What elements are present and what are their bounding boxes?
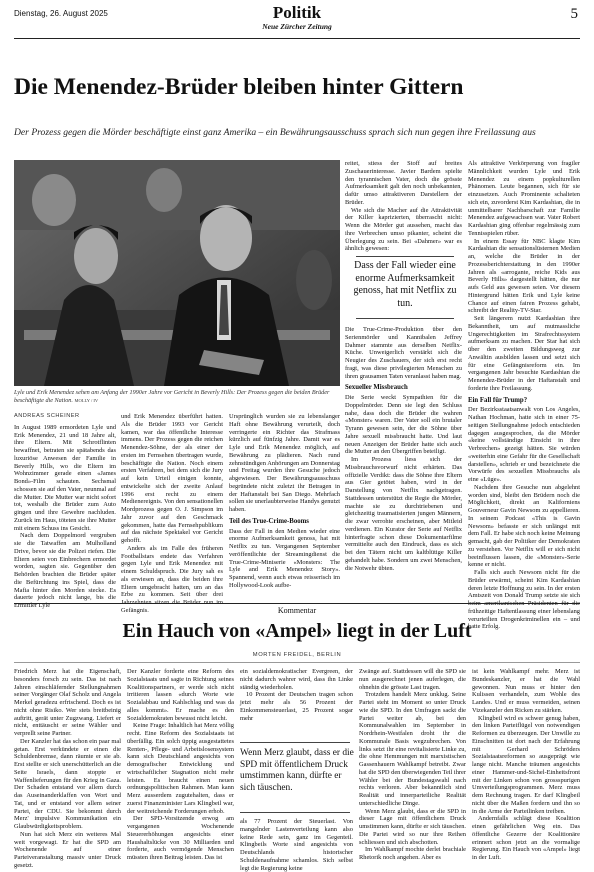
header-date: Dienstag, 26. August 2025 [14, 9, 108, 18]
courtroom-photo [14, 160, 340, 386]
article-paragraph: Falls sich auch Newsom nicht für die Brüder erwärmt, scheint Kim Kardashian deren letzte Hoffnung zu sein. In der ersten Amtszeit von Donald Trump setzte sie sich beim amerikanischen Präsidenten für die frühzeitige Haftentlassung einer lebenslang verurteilten Drogenkriminellen ein – und hatte Erfolg. [468, 569, 580, 631]
article-pull-quote: Dass der Fall wieder eine enorme Aufmerksamkeit genoss, hat mit Netflix zu tun. [353, 260, 457, 309]
pull-quote-rule-bottom [356, 318, 454, 319]
commentary-paragraph: Friedrich Merz hat die Eigenschaft, besonders forsch zu sein. Das ist nach Jahren einschläfernder Stellungnahmen seiner Vorgänger Olaf Scholz und Angela Merkel geradezu erfrischend. Doch es ist nicht ohne Risiko. Wer stets breitbeinig auftritt, gerät unter Zugzwang. Liefert er nicht, enttäuscht er seine Wähler und verprellt seine Partner. [14, 668, 121, 737]
article-paragraph: Im Prozess liess sich der Missbrauchsvorwurf nicht erhärten. Das offizielle Verdikt: dass die Söhne ihre Eltern aus Gier getötet haben, wird in der Darstellung von Netflix nachgetragen. Stattdessen unterstützt die Regie die Mörder, machte sie zu durchtriebenen und gleichzeitig traumatisierten jungen Männern, die zwar verrohte erscheinen, aber Mitleid verdienen. Ein Kurator der Serie auf Netflix hinterfragte schon diese Dokumentarfilme vermittelte auch den Eindruck, dass es sich bei den Tätern nicht um kaltblütige Killer gehandelt habe. Sondern um zwei Menschen, die Notwehr übten. [345, 456, 462, 572]
article-paragraph: Die Serie weckt Sympathien für die Doppelmörder. Denn sie legt den Schluss nahe, dass doch die Brüder die wahren «Monster» waren. Der Vater soll ein brutaler Tyrann gewesen sein, der die Söhne über Jahre sexuell missbraucht hatte. Und laut neuen Anzeigen der Brüder hatte sich auch die Mutter an den Übergriffen beteiligt. [345, 394, 462, 456]
commentary-author: MORTEN FREIDEL, BERLIN [252, 652, 342, 658]
article-column-3 [229, 413, 340, 597]
commentary-pull-quote: Wenn Merz glaubt, dass er die SPD mit öffentlichem Druck umstimmen kann, dürfte er sich täuschen. [240, 748, 354, 793]
article-paragraph: Anders als im Falle des früheren Footballstars endete das Verfahren gegen Lyle und Erik Menendez mit einem Schuldspruch. Die Jury sah es als erwiesen an, dass die beiden ihre Eltern umgebracht hatten, um an das Erbe zu kommen. Seit über drei Jahrzehnten sitzen die Brüder nun im Gefängnis. [121, 544, 223, 614]
commentary-paragraph: Andernfalls schlägt diese Koalition einen gefährlichen Weg ein. Das öffentliche Gezerre der Koalitionäre erinnert schon jetzt an die vormalige Regierung. Ein Hauch von «Ampel» liegt in der Luft. [472, 815, 580, 861]
article-paragraph: Seit längerem nutzt Kardashian ihre Bekanntheit, um auf mutmassliche Ungerechtigkeiten im Strafrechtssystem aufmerksam zu machen. Der Star hat sich über den zweiten Bildungsweg zur Anwältin ausbilden lassen und setzt sich für eine Gefängnisreform ein. Im vergangenen Jahr besuchte Kardashian die Menendez-Brüder in der Haftanstalt und forderte ihre Freilassung. [468, 315, 580, 392]
article-subheading: Ein Fall für Trump? [468, 396, 528, 404]
pull-quote-rule-top [356, 256, 454, 257]
commentary-paragraph: 10 Prozent der Deutschen tragen schon jetzt mehr als 56 Prozent der Einkommensteuerlast, 25 Prozent sogar mehr [240, 691, 353, 722]
article-paragraph: Die True-Crime-Produktion über den Serienmörder und Kannibalen Jeffrey Dahmer stammte aus derselben Netflix-Küche. Unweigerlich verstärkt sich die Neugier des Zuschauers, der sich erst recht fragt, was diese privilegierten Menschen zu ihren grausamen Taten veranlasst haben mag. [345, 326, 462, 380]
photo-credit: MOLLY / IV [74, 398, 99, 403]
commentary-column-3-bottom [240, 818, 353, 872]
commentary-sub-rule [14, 662, 580, 663]
article-column-4-bottom [345, 326, 462, 597]
commentary-kicker: Kommentar [277, 606, 317, 615]
commentary-pull-rule-top [240, 742, 350, 743]
commentary-paragraph: Der Kanzler hat das schon ein paar mal getan. Erst verkündete er einen die Schuldenbremse, dann räumte er sie ab. Erst stellte er sich unerschütterlich an die Seite Israels, dann stoppte er Waffenlieferungen für den Krieg in Gaza. Der Schaden entstand vor allem durch das Auseinanderklaffen von Wort und Tat, und er entstand vor allem seiner Partei, der CDU. Sie bekommt durch Merz' impulsive Kommunikation ein Glaubwürdigkeitsproblem. [14, 737, 121, 830]
article-paragraph: Der Bezirksstaatsanwalt von Los Angeles, Nathan Hochman, hatte sich in einer 75-seitigen Stellungnahme jedoch entschieden dagegen ausgesprochen, da die Mörder «keine vollständige Einsicht in ihre Verbrechen» gezeigt hätten. Sie würden «weiterhin eine Gefahr für die Gesellschaft darstellen», schrieb er und bezeichnete die Vorwürfe des sexuellen Missbrauchs als eine «Lüge». [468, 406, 580, 483]
commentary-pull-rule-bottom [240, 812, 350, 813]
article-paragraph: Nach dem Doppelmord vergruben sie die Tatwaffen am Mulholland Drive, bevor sie die Polizei riefen. Die Eltern seien von Einbrechern ermordet worden, sagten sie. Gegenüber den Behörden brachten die Brüder später die Befürchtung ins Spiel, dass die Mafia hinter den Morden stecke. Es dauerte jedoch nicht lange, bis die Ermittler Lyle [14, 532, 116, 609]
article-paragraph: Nachdem ihre Gesuche nun abgelehnt worden sind, bleibt den Brüdern noch die Möglichkeit, direkt an Kaliforniens Gouverneur Gavin Newsom zu appellieren. In seinem Podcast «This is Gavin Newsom» befasste er sich unlängst mit dem Fall. Er habe sich noch keine Meinung gemacht, gab der Politiker der Demokraten zu verstehen. Vor Netflix will er sich nicht beeinflussen lassen, die «Monster»-Serie kenne er nicht. [468, 483, 580, 569]
article-column-5 [468, 160, 580, 631]
article-column-2 [121, 413, 223, 614]
commentary-paragraph: Der SPD-Vorsitzende erwog am vergangenen Wochenende Steuererhöhungen angesichts einer Haushaltslücke von 30 Milliarden und forderte, auch vermögende Menschen müssten ihren Beitrag leisten. Das ist [127, 815, 234, 861]
article-paragraph: Dass der Fall in den Medien wieder eine enorme Aufmerksamkeit genoss, hat mit Netflix zu tun. Vergangenen September veröffentlichte der Streamingdienst die True-Crime-Miniserie «Monsters: The Lyle and Erik Menendez Story». Spannend, wenn auch etwas reisserisch im Hollywood-Look aufbe- [229, 527, 340, 589]
article-photo [14, 160, 340, 386]
commentary-headline: Ein Hauch von «Ampel» liegt in der Luft [122, 620, 472, 642]
commentary-paragraph: Im Wahlkampf mochte derlei brachiale Rhetorik noch angehen. Aber es [359, 846, 466, 861]
article-paragraph: reitet, stiess der Stoff auf breites Zuschauerinteresse. Javier Bardem spielte den tyrannischen Vater, doch die grösste Aufmerksamkeit galt den noch unbekannten, dafür umso attraktiveren Darstellern der Brüder. [345, 160, 462, 206]
caption-text: Lyle und Erik Menendez sehen am Anfang der 1990er Jahre vor Gericht in Beverly Hills: Der Prozess gegen die beiden Brüder beschäftigte die Nation. [14, 389, 330, 404]
commentary-paragraph: als 77 Prozent der Steuerlast. Von mangelnder Lastenverteilung kann also keine Rede sein, ganz im Gegenteil. Klingbeils Worte sind angesichts von Deutschlands historischer Schuldenaufnahme schamlos. Sich selbst legt die Regierung keine [240, 818, 353, 872]
commentary-column-1 [14, 668, 121, 869]
commentary-rule [14, 603, 580, 604]
article-paragraph: In einem Essay für NBC klagte Kim Kardashian die sensationslüsternen Medien an, welche die Brüder in der Prozessberichterstattung in den 1990er Jahren als «arrogante, reiche Kids aus Beverly Hills» dargestellt hätten, die nur aufs Geld aus gewesen seien. Vor diesem Hintergrund hätten Erik und Lyle keine Chance auf einen fairen Prozess gehabt, schreibt der Reality-TV-Star. [468, 237, 580, 315]
commentary-paragraph: Wenn Merz glaubt, dass er die SPD in dieser Lage mit öffentlichem Druck umstimmen kann, dürfte er sich täuschen. Die Partei wird so nur ihre Reihen schliessen und sich abschotten. [359, 807, 466, 846]
header-rule [14, 38, 580, 39]
commentary-paragraph: Nun hat sich Merz ein weiteres Mal weit vorgewagt. Er hat die SPD am Wochenende auf einer Parteiveranstaltung massiv unter Druck gesetzt. [14, 830, 121, 869]
article-paragraph: Ursprünglich wurden sie zu lebenslanger Haft ohne Bewährung verurteilt, doch verringerte ein Richter das Strafmass kürzlich auf fünfzig Jahre. Damit war es Lyle und Erik Menendez möglich, auf Bewährung zu plädieren. Nach rund zehnstündigen Anhörungen am Donnerstag und Freitag wurden ihre Gesuche jedoch abgewiesen. Der Bewährungsausschuss begründete nicht zuletzt ihr Betragen in der Haftanstalt bei San Diego. Mehrfach sollen sie unerlaubterweise Handys genutzt haben. [229, 413, 340, 513]
article-paragraph: Wie sich die Macher auf die Attraktivität der Killer kaprizierten, überrascht nicht: Wenn die Mörder gut aussehen, macht das ihre Verbrechen umso pikanter, scheint die Überlegung zu sein. Bei «Dahmer» war es ähnlich gewesen: [345, 206, 462, 253]
commentary-paragraph: Zwänge auf. Stattdessen will die SPD sie nun ausgerechnet jenen auferlegen, die ohnehin die grösste Last tragen. [359, 668, 466, 691]
article-subheading: Teil des True-Crime-Booms [229, 517, 309, 525]
commentary-column-3-top [240, 668, 353, 744]
commentary-paragraph: Trotzdem handelt Merz unklug. Seine Partei steht im Moment so unter Druck wie die SPD. In den Umfragen sackt die Partei weiter ab, bei den Kommunalwahlen im September in Nordrhein-Westfalen droht ihr die Kommunale Basis wegzubrechen. Von links setzt ihr eine revitalisierte Linke zu, die ohne Hemmungen mit marxistischen Gassenhauern Wahlkampf betreibt. Zwar hat die SPD den überwiegenden Teil ihrer Wähler bei der Bundestagswahl nach rechts verloren. Aber bekanntlich sind Realität und innerparteiliche Realität unterschiedliche Dinge. [359, 691, 466, 807]
photo-caption [14, 389, 340, 405]
commentary-paragraph: Klingbeil wird es schwer genug haben, den linken Parteiflügel von notwendigen Reformen zu überzeugen. Der Unwille zu Einschnitten ist dort nach der Erfahrung mit Gerhard Schröders Sozialstaatsreformen so ausgeprägt wie lange nicht. Manche träumen angesichts einer Hammer-und-Sichel-Einheitsfront mit der Linken schon von grossspurigen Umverteilungsprogrammen. Merz muss dem Rechnung tragen. Er darf Klingbeil nicht über die Maßen fordern und ihn so in die Arme der Parteilinken treiben. [472, 714, 580, 815]
commentary-column-2 [127, 668, 234, 866]
article-paragraph: In August 1989 ermordeten Lyle und Erik Menendez, 21 und 18 Jahre alt, ihre Eltern. Mit Schrotflinten bewaffnet, betraten sie spätabends das luxuriöse Anwesen der Familie in Beverly Hills, wo die Eltern im Wohnzimmer gerade einen «James Bond»-Film schauten. Sechsmal schossen sie auf den Vater, neunmal auf die Mutter. Die Mutter war nicht sofort tot, weshalb die Brüder zum Auto gingen und ihre Gewehre nachluden. Zurück im Haus, töteten sie ihre Mutter mit einem Schuss ins Gesicht. [14, 423, 116, 532]
page-number: 5 [570, 6, 578, 22]
commentary-paragraph: ein sozialdemokratischer Evergreen, der nicht dadurch wahrer wird, dass ihn Linke ständig wiederholen. [240, 668, 353, 691]
article-column-1 [14, 413, 116, 609]
article-subheading: Sexueller Missbrauch [345, 384, 408, 392]
newspaper-name: Neue Zürcher Zeitung [262, 22, 332, 31]
commentary-column-5 [472, 668, 580, 866]
section-title: Politik [272, 3, 322, 22]
article-paragraph: und Erik Menendez überführt hatten. Als die Brüder 1993 vor Gericht kamen, war das öffentliche Interesse immens. Der Prozess gegen die reichen Menendez-Söhne, der als einer der ersten im Fernsehen übertragen wurde, beschäftigte die Nation. Noch einem ersten Verfahren, bei dem sich die Jury auf kein Urteil einigen konnte, entwickelte sich der zweite Anlauf 1996 erst recht zu einem Medienereignis. Von den sensationellen Mordprozess gegen O. J. Simpson im Jahr zuvor auf den Geschmack gekommen, hatte das Fernsehpublikum auf das nächste Spektakel vor Gericht gehofft. [121, 413, 223, 544]
article-paragraph: Als attraktive Verkörperung von fragiler Männlichkeit wurden Lyle und Erik Menendez zu einem popkulturellen Phänomen. Leute begannen, sich für sie einzusetzen. Auch Prominente schalteten sich ein, zuvorderst Kim Kardashian, die in unmittelbarer Nachbarschaft zur Familie Menendez aufgewachsen war. Vater Robert Kardashian ging offenbar regelmässig zum Tennisspielen rüber. [468, 160, 580, 237]
commentary-column-4 [359, 668, 466, 866]
article-dek: Der Prozess gegen die Mörder beschäftigte einst ganz Amerika – ein Bewährungsausschuss sprach sich nun gegen ihre Freilassung aus [14, 127, 536, 138]
article-author: ANDREAS SCHEINER [14, 413, 80, 419]
commentary-paragraph: Der Kanzler forderte eine Reform des Sozialstaats und sagte in Richtung seines Koalitionspartners, er werde sich nicht irritieren lassen «durch Worte wie Sozialabbau und Kahlschlag und was da alles kommt». Er mache es den Sozialdemokraten bewusst nicht leicht. [127, 668, 234, 722]
commentary-paragraph: Keine Frage: Inhaltlich hat Merz völlig recht. Eine Reform des Sozialstaats ist überfällig. Ein solch üppig ausgestattetes Renten-, Pflege- und Arbeitslosensystem kann sich Deutschland angesichts von demografischer Entwicklung und wirtschaftlicher Stagnation nicht mehr leisten. Es braucht einen neuen ordnungspolitischen Rahmen. Man kann Merz ausserdem zugutehalten, dass er zuerst Finanzminister Lars Klingbeil war, der weitreichende Forderungen erhob. [127, 722, 234, 815]
article-column-4-top [345, 160, 462, 253]
commentary-paragraph: ist kein Wahlkampf mehr. Merz ist Bundeskanzler, er hat die Wahl gewonnen. Nun muss er hinter den Kulissen verhandeln, zum Wohle des Landes. Und er muss vermeiden, seinen Vizekanzler den Ricken zu stärken. [472, 668, 580, 714]
article-headline: Die Menendez-Brüder bleiben hinter Gittern [14, 74, 464, 100]
